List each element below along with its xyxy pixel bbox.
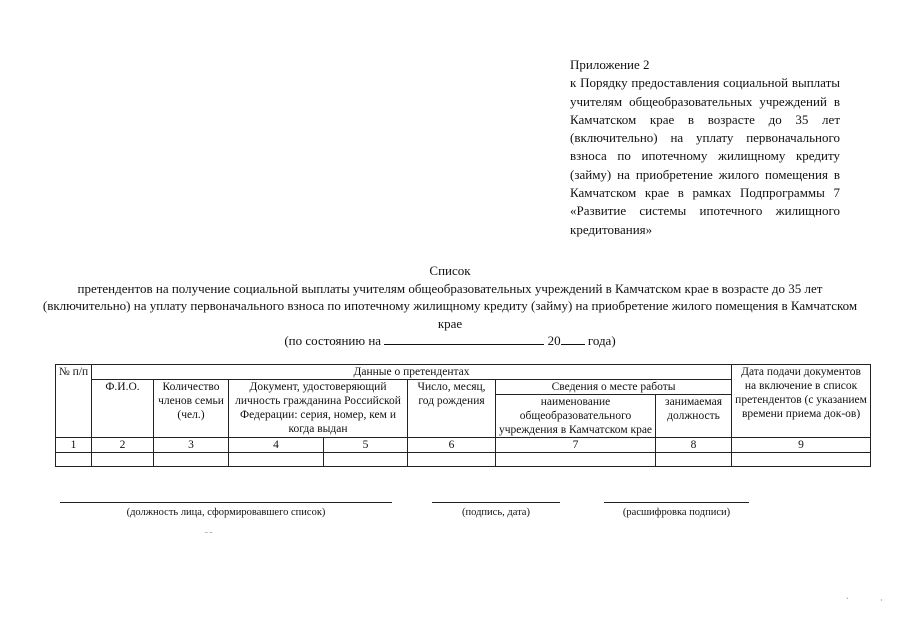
header-school-name: наименование общеобразовательного учреждения в Камчатском крае bbox=[496, 395, 656, 438]
table-cell[interactable] bbox=[656, 453, 732, 467]
signature-position bbox=[60, 502, 392, 522]
table-cell[interactable] bbox=[229, 453, 324, 467]
header-fio: Ф.И.О. bbox=[92, 380, 154, 438]
col-number: 1 bbox=[56, 438, 92, 453]
scan-speck-mark: ˏ bbox=[846, 590, 849, 599]
col-number: 4 bbox=[229, 438, 324, 453]
col-number: 5 bbox=[324, 438, 408, 453]
appendix-body: к Порядку предоставления социальной выплаты учителям общеобразовательных учреждений в Камчатском крае в возрасте до 35 лет (включительно) на уплату первоначального взноса по ипотечному жилищному кредиту (займу) на приобретение жилого помещения в Камчатском крае в рамках Подпрограммы 7 «Развитие системы ипотечного жилищного кредитования» bbox=[570, 75, 840, 237]
table-cell[interactable] bbox=[56, 453, 92, 467]
document-title-block bbox=[40, 262, 860, 350]
as-of-prefix: (по состоянию на bbox=[284, 333, 382, 348]
scan-speck-mark: ˉ ˉ bbox=[205, 530, 213, 539]
signature-decoding bbox=[604, 502, 749, 522]
document-title: Список bbox=[429, 263, 471, 278]
appendix-block bbox=[570, 56, 840, 239]
signature-decoding-caption: (расшифровка подписи) bbox=[622, 507, 731, 518]
header-workplace: Сведения о месте работы bbox=[496, 380, 732, 395]
table-cell[interactable] bbox=[154, 453, 229, 467]
as-of-year-blank[interactable] bbox=[561, 332, 585, 345]
header-birth-date: Число, месяц, год рождения bbox=[408, 380, 496, 438]
table-cell[interactable] bbox=[408, 453, 496, 467]
scan-speck-mark: · bbox=[880, 596, 883, 605]
as-of-date-blank[interactable] bbox=[384, 332, 544, 345]
col-number: 8 bbox=[656, 438, 732, 453]
document-subtitle: претендентов на получение социальной выплаты учителям общеобразовательных учреждений в Камчатском крае в возрасте до 35 лет (включительно) на уплату первоначального взноса по ипотечному жилищному кредиту (займу) на приобретение жилого помещения в Камчатском крае bbox=[42, 280, 858, 331]
table-number-row bbox=[56, 438, 871, 453]
signature-sign bbox=[432, 502, 560, 522]
table-cell[interactable] bbox=[324, 453, 408, 467]
header-submission-date: Дата подачи документов на включение в список претендентов (с указанием времени приема док-ов) bbox=[732, 365, 871, 438]
table-cell[interactable] bbox=[92, 453, 154, 467]
col-number: 7 bbox=[496, 438, 656, 453]
header-family-members: Количество членов семьи (чел.) bbox=[154, 380, 229, 438]
table-row bbox=[56, 453, 871, 467]
header-applicant-data: Данные о претендентах bbox=[92, 365, 732, 380]
col-number: 9 bbox=[732, 438, 871, 453]
col-number: 6 bbox=[408, 438, 496, 453]
appendix-title: Приложение 2 bbox=[570, 57, 650, 72]
signature-position-caption: (должность лица, сформировавшего список) bbox=[126, 507, 326, 518]
as-of-year: 20 bbox=[547, 333, 561, 348]
signature-line[interactable] bbox=[604, 502, 749, 503]
table-cell[interactable] bbox=[496, 453, 656, 467]
header-position: занимаемая должность bbox=[656, 395, 732, 438]
applicants-table bbox=[55, 364, 871, 467]
col-number: 2 bbox=[92, 438, 154, 453]
signature-sign-caption: (подпись, дата) bbox=[462, 507, 530, 518]
as-of-suffix: года) bbox=[587, 333, 616, 348]
header-identity-document: Документ, удостоверяющий личность гражданина Российской Федерации: серия, номер, кем и когда выдан bbox=[229, 380, 408, 438]
signature-line[interactable] bbox=[432, 502, 560, 503]
table-cell[interactable] bbox=[732, 453, 871, 467]
col-number: 3 bbox=[154, 438, 229, 453]
signature-line[interactable] bbox=[60, 502, 392, 503]
as-of-date bbox=[40, 332, 860, 350]
header-num: № п/п bbox=[56, 365, 92, 438]
table-header-row-1 bbox=[56, 365, 871, 380]
